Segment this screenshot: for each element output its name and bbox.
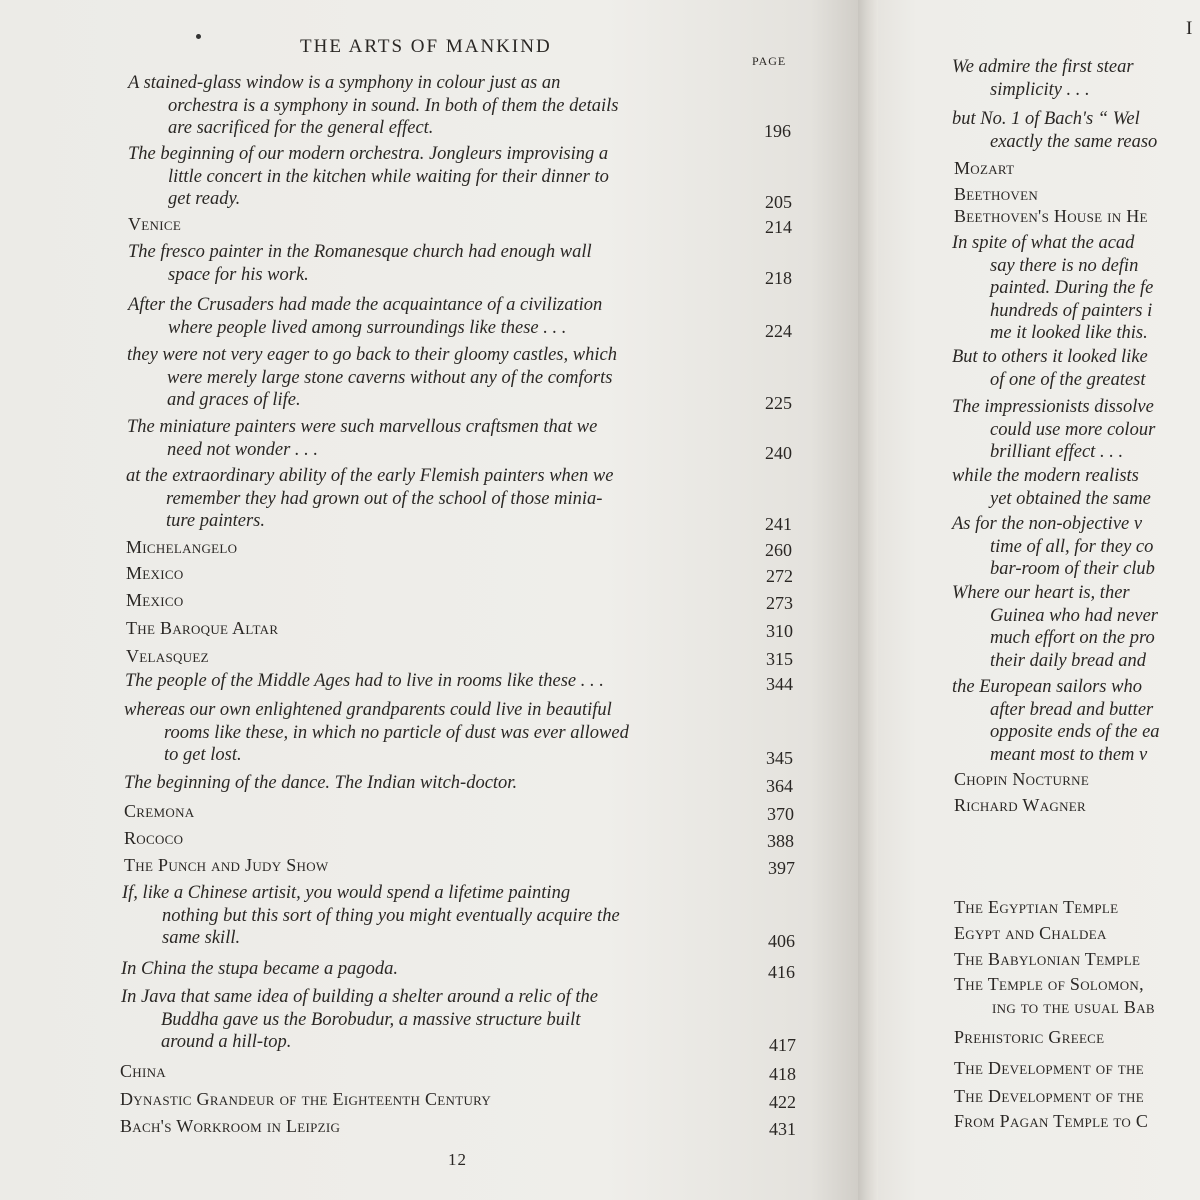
- illustration-entry: [126, 536, 792, 560]
- caption-line: China: [120, 1061, 166, 1081]
- caption-line: to get lost.: [164, 745, 242, 765]
- entry-page-number: 196: [764, 121, 791, 141]
- caption-line: me it looked like this.: [990, 323, 1148, 343]
- caption-line: ing to the usual Bab: [992, 996, 1155, 1017]
- caption-line: Beethoven: [954, 184, 1039, 204]
- caption-line: But to others it looked like: [952, 347, 1148, 367]
- illustration-entry: [954, 1110, 1148, 1133]
- entry-page-number: 310: [766, 621, 793, 641]
- caption-line: whereas our own enlightened grandparents could live in beautiful: [124, 700, 612, 720]
- entry-caption: [124, 827, 183, 850]
- illustration-entry: [128, 241, 792, 288]
- caption-line: and graces of life.: [167, 390, 301, 410]
- running-head: THE ARTS OF MANKIND: [300, 36, 552, 57]
- caption-line: where people lived among surroundings like these . . .: [168, 317, 567, 338]
- entry-caption: [120, 1115, 340, 1138]
- illustration-entry: [952, 56, 1134, 101]
- illustration-entry: [954, 205, 1148, 228]
- illustration-entry: [126, 465, 792, 534]
- entry-page-number: 224: [765, 320, 792, 341]
- entry-page-number: 344: [766, 674, 793, 694]
- illustration-entry: [124, 699, 793, 768]
- entry-page-number: 417: [769, 1035, 796, 1055]
- caption-line: they were not very eager to go back to their gloomy castles, which: [127, 345, 617, 365]
- entry-caption: [126, 645, 209, 668]
- caption-line: Velasquez: [126, 646, 209, 666]
- caption-line: Egypt and Chaldea: [954, 923, 1107, 943]
- caption-line: Mexico: [126, 563, 184, 583]
- entry-page-number: 406: [768, 931, 795, 951]
- caption-line: Prehistoric Greece: [954, 1027, 1105, 1047]
- entry-page-number: 240: [765, 442, 792, 463]
- caption-line: The Babylonian Temple: [954, 949, 1141, 969]
- caption-line: were merely large stone caverns without any of the comforts: [167, 367, 613, 388]
- caption-line: The miniature painters were such marvellous craftsmen that we: [127, 417, 598, 437]
- entry-caption: [128, 294, 602, 339]
- caption-line: say there is no defin: [990, 255, 1139, 276]
- illustration-entry: [127, 416, 792, 463]
- caption-line: The Temple of Solomon,: [954, 974, 1144, 994]
- entry-caption: [125, 670, 604, 693]
- caption-line: Beethoven's House in He: [954, 206, 1148, 226]
- caption-line: could use more colour: [990, 419, 1156, 440]
- caption-line: As for the non-objective v: [952, 514, 1143, 534]
- right-page: [878, 0, 1200, 1200]
- entry-caption: [128, 213, 181, 236]
- caption-line: The Punch and Judy Show: [124, 855, 329, 875]
- caption-line: Venice: [128, 214, 182, 234]
- caption-line: Cremona: [124, 801, 195, 821]
- illustration-entry: [952, 232, 1153, 345]
- entry-caption: [128, 241, 592, 286]
- entry-page-number: 241: [765, 514, 792, 534]
- caption-line: In spite of what the acad: [952, 233, 1135, 253]
- caption-line: The Development of the: [954, 1058, 1144, 1078]
- entry-page-number: 260: [765, 540, 792, 560]
- caption-line: orchestra is a symphony in sound. In both of them the details: [168, 95, 619, 116]
- entry-caption: [122, 882, 620, 950]
- caption-line: around a hill-top.: [161, 1032, 292, 1052]
- illustration-entry: [954, 922, 1107, 945]
- illustration-entry: [122, 882, 795, 951]
- caption-line: need not wonder . . .: [167, 439, 319, 460]
- caption-line: little concert in the kitchen while waiting for their dinner to: [168, 166, 609, 187]
- illustration-entry: [954, 183, 1038, 206]
- entry-caption: [127, 344, 617, 412]
- entry-caption: [126, 536, 237, 559]
- entry-page-number: 273: [766, 593, 793, 613]
- entry-page-number: 364: [766, 776, 793, 796]
- illustration-entry: [127, 344, 792, 413]
- caption-line: If, like a Chinese artisit, you would spend a lifetime painting: [122, 883, 571, 903]
- caption-line: at the extraordinary ability of the early Flemish painters when we: [126, 466, 614, 486]
- caption-line: We admire the first stear: [952, 57, 1134, 77]
- illustration-entry: [126, 617, 793, 641]
- illustration-entry: [952, 346, 1148, 391]
- illustration-entry: [128, 294, 792, 341]
- caption-line: meant most to them v: [990, 744, 1148, 765]
- illustration-entry: [952, 676, 1160, 766]
- illustration-entry: [125, 670, 793, 694]
- entry-page-number: 205: [765, 192, 792, 212]
- entry-page-number: 370: [767, 804, 794, 824]
- caption-line: Chopin Nocturne: [954, 769, 1090, 789]
- caption-line: much effort on the pro: [990, 628, 1155, 648]
- illustration-entry: [952, 108, 1157, 153]
- caption-line: yet obtained the same: [990, 488, 1151, 509]
- entry-page-number: 218: [765, 267, 792, 288]
- caption-line: Mexico: [126, 590, 184, 610]
- entry-page-number: 416: [768, 962, 795, 982]
- entry-caption: [126, 465, 613, 533]
- caption-line: their daily bread and: [990, 650, 1147, 671]
- entry-caption: [126, 617, 278, 640]
- illustration-entry: [120, 1060, 796, 1084]
- caption-line: opposite ends of the ea: [990, 722, 1160, 742]
- illustration-entry: [954, 157, 1014, 180]
- caption-line: bar-room of their club: [990, 559, 1155, 579]
- caption-line: The Egyptian Temple: [954, 897, 1119, 917]
- entry-caption: [126, 562, 184, 585]
- caption-line: Mozart: [954, 158, 1015, 178]
- caption-line: Dynastic Grandeur of the Eighteenth Century: [120, 1089, 492, 1109]
- illustration-entry: [121, 986, 796, 1055]
- illustration-entry: [954, 1057, 1144, 1080]
- entry-caption: [126, 589, 184, 612]
- caption-line: brilliant effect . . .: [990, 442, 1124, 462]
- illustration-entry: [120, 1088, 796, 1112]
- entry-page-number: 397: [768, 858, 795, 878]
- entry-page-number: 422: [769, 1092, 796, 1112]
- caption-line: time of all, for they co: [990, 536, 1154, 557]
- caption-line: The Development of the: [954, 1086, 1144, 1106]
- caption-line: From Pagan Temple to C: [954, 1111, 1149, 1131]
- illustration-entry: [952, 396, 1155, 464]
- entry-caption: [128, 72, 618, 140]
- illustration-entry: [952, 513, 1155, 581]
- illustration-entry: [952, 582, 1158, 672]
- entry-page-number: 272: [766, 566, 793, 586]
- page-folio: 12: [448, 1150, 467, 1169]
- caption-line: exactly the same reaso: [990, 131, 1158, 152]
- illustration-entry: [128, 72, 791, 141]
- caption-line: are sacrificed for the general effect.: [168, 118, 434, 138]
- illustration-entry: [124, 772, 793, 796]
- entry-caption: [128, 143, 609, 211]
- caption-line: A stained-glass window is a symphony in colour just as an: [128, 73, 561, 93]
- illustration-entry: [126, 589, 793, 613]
- entry-page-number: 418: [769, 1064, 796, 1084]
- caption-line: In Java that same idea of building a shelter around a relic of the: [121, 987, 598, 1007]
- illustration-entry: [954, 768, 1089, 791]
- caption-line: Michelangelo: [126, 537, 238, 557]
- caption-line: same skill.: [162, 928, 241, 948]
- caption-line: ture painters.: [166, 511, 266, 531]
- caption-line: of one of the greatest: [990, 369, 1146, 390]
- entry-caption: [121, 986, 598, 1054]
- caption-line: The impressionists dissolve: [952, 397, 1154, 417]
- caption-line: painted. During the fe: [990, 278, 1154, 298]
- illustration-entry: [952, 465, 1151, 510]
- caption-line: Richard Wagner: [954, 795, 1086, 815]
- illustration-entry: [954, 1085, 1144, 1108]
- entry-page-number: 315: [766, 649, 793, 669]
- illustration-entry: [954, 1026, 1104, 1049]
- entry-page-number: 225: [765, 393, 792, 413]
- illustration-entry: [128, 143, 792, 212]
- illustration-entry: [954, 794, 1086, 817]
- entry-page-number: 345: [766, 748, 793, 768]
- entry-caption: [120, 1060, 166, 1083]
- entry-page-number: 431: [769, 1119, 796, 1139]
- caption-line: Where our heart is, ther: [952, 583, 1130, 603]
- caption-line: The people of the Middle Ages had to live in rooms like these . . .: [125, 671, 604, 691]
- caption-line: after bread and butter: [990, 699, 1154, 720]
- caption-line: but No. 1 of Bach's “ Wel: [952, 109, 1140, 129]
- caption-line: The beginning of our modern orchestra. Jongleurs improvising a: [128, 144, 609, 164]
- illustration-entry: [954, 948, 1140, 971]
- caption-line: rooms like these, in which no particle of dust was ever allowed: [164, 722, 629, 743]
- caption-line: space for his work.: [168, 264, 309, 285]
- caption-line: The beginning of the dance. The Indian witch-doctor.: [124, 773, 518, 793]
- caption-line: remember they had grown out of the school of those minia-: [166, 488, 603, 509]
- caption-line: In China the stupa became a pagoda.: [121, 959, 398, 979]
- caption-line: the European sailors who: [952, 677, 1142, 697]
- entry-caption: [127, 416, 597, 461]
- caption-line: The Baroque Altar: [126, 618, 279, 638]
- illustration-entry: [126, 645, 793, 669]
- illustration-entry: [128, 213, 792, 237]
- book-gutter: [858, 0, 880, 1200]
- entry-page-number: 388: [767, 831, 794, 851]
- caption-line: hundreds of painters i: [990, 300, 1153, 321]
- illustration-entry: [120, 1115, 796, 1139]
- entry-page-number: 214: [765, 217, 792, 237]
- running-head-fragment: I: [1186, 18, 1193, 39]
- entry-caption: [121, 958, 398, 981]
- illustration-entry: [126, 562, 793, 586]
- illustration-entry: [124, 854, 795, 878]
- entry-caption: [124, 699, 629, 767]
- caption-line: get ready.: [168, 189, 241, 209]
- illustration-entry: [121, 958, 795, 982]
- caption-line: The fresco painter in the Romanesque church had enough wall: [128, 242, 592, 262]
- caption-line: Bach's Workroom in Leipzig: [120, 1116, 341, 1136]
- illustration-entry: [954, 973, 1155, 1018]
- caption-line: nothing but this sort of thing you might eventually acquire the: [162, 905, 620, 926]
- entry-caption: [124, 854, 328, 877]
- entry-caption: [120, 1088, 491, 1111]
- illustration-entry: [124, 827, 794, 851]
- ink-dot: [196, 34, 201, 39]
- illustration-entry: [954, 896, 1118, 919]
- entry-caption: [124, 800, 194, 823]
- illustration-entry: [124, 800, 794, 824]
- page-column-label: PAGE: [752, 54, 787, 68]
- caption-line: Rococo: [124, 828, 184, 848]
- caption-line: Guinea who had never: [990, 605, 1159, 626]
- entry-caption: [124, 772, 517, 795]
- caption-line: while the modern realists: [952, 466, 1139, 486]
- caption-line: After the Crusaders had made the acquaintance of a civilization: [128, 295, 603, 315]
- caption-line: Buddha gave us the Borobudur, a massive structure built: [161, 1009, 581, 1030]
- caption-line: simplicity . . .: [990, 79, 1090, 100]
